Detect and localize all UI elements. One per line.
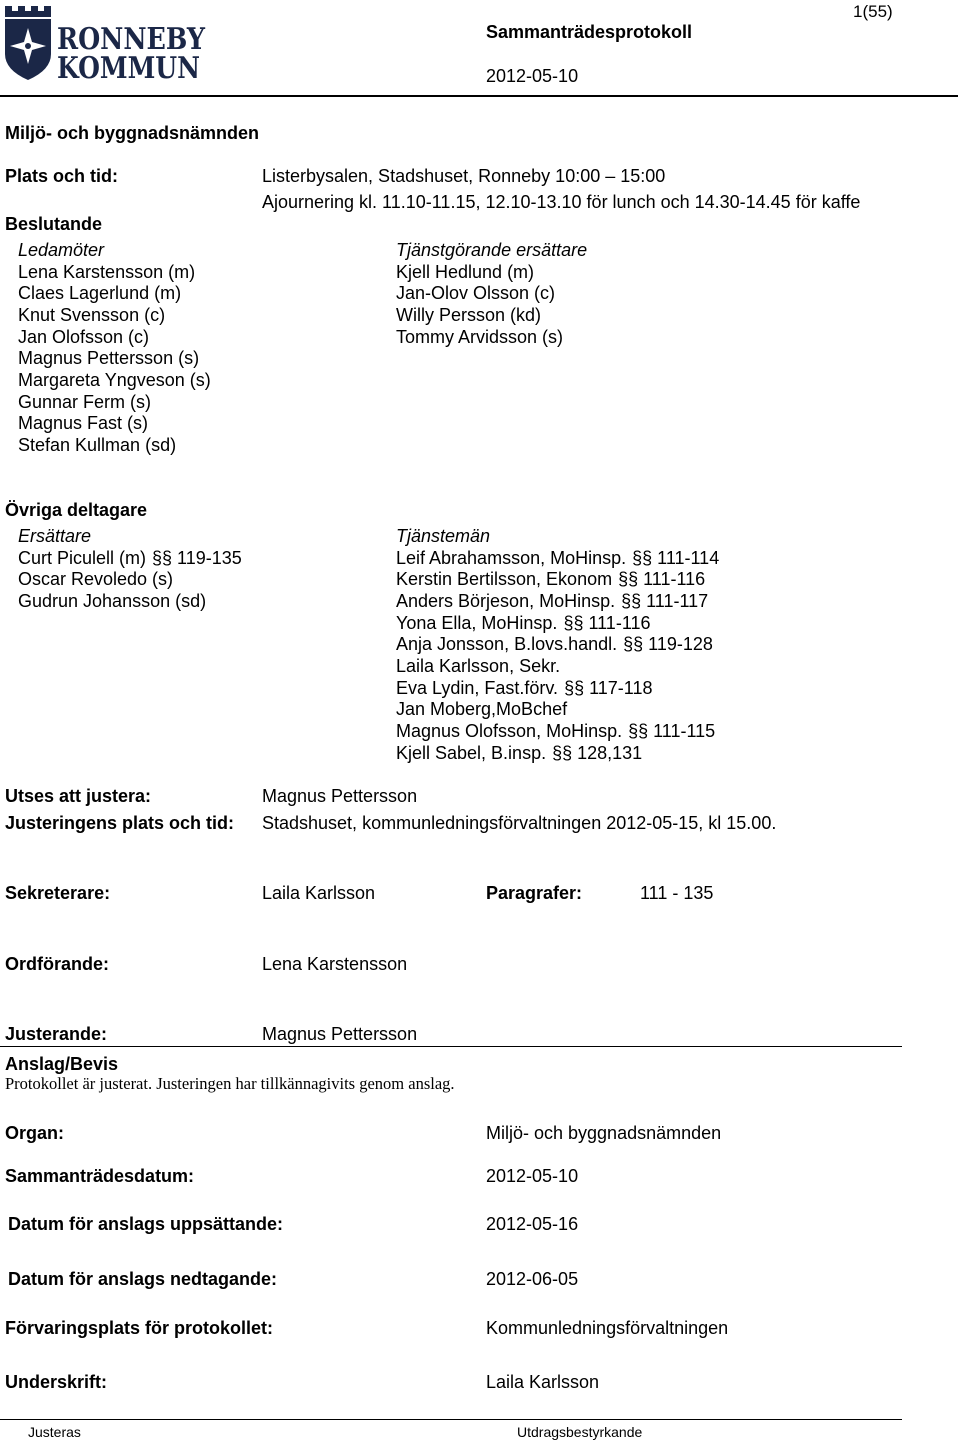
footer-initials-label: Justeras	[28, 1424, 81, 1440]
officials-heading: Tjänstemän	[396, 526, 491, 546]
appointed-adjuster-value: Magnus Pettersson	[262, 786, 418, 806]
document-type: Sammanträdesprotokoll	[486, 22, 693, 42]
ronneby-kommun-logo	[3, 4, 208, 86]
official-name: Kjell Sabel, B.insp.	[396, 742, 547, 763]
adjuster-value: Magnus Pettersson	[262, 1024, 418, 1044]
alternates-list	[18, 526, 242, 613]
logo-line2: KOMMUN	[57, 51, 200, 86]
officials-list	[396, 526, 719, 764]
notice-field-label: Organ:	[5, 1123, 65, 1143]
chair-value: Lena Karstensson	[262, 954, 408, 974]
notice-field-label: Underskrift:	[5, 1372, 108, 1392]
section-reference: §§ 128,131	[552, 742, 643, 763]
adjustment-place-time-label: Justeringens plats och tid:	[5, 813, 235, 833]
notice-statement: Protokollet är justerat. Justeringen har tillkännagivits genom anslag.	[5, 1074, 455, 1093]
list-item	[396, 591, 719, 613]
place-value: Listerbysalen, Stadshuset, Ronneby 10:00 – 15:00	[262, 166, 666, 186]
crest-icon	[5, 6, 51, 80]
members-heading: Ledamöter	[18, 240, 105, 260]
list-item	[396, 569, 719, 591]
notice-field-value: 2012-06-05	[486, 1269, 579, 1289]
notice-field-value: 2012-05-10	[486, 1166, 579, 1186]
secretary-value: Laila Karlsson	[262, 883, 376, 903]
list-item: Willy Persson (kd)	[396, 304, 542, 325]
participant-name: Oscar Revoledo (s)	[18, 569, 174, 590]
list-item: Claes Lagerlund (m)	[18, 283, 182, 304]
official-name: Leif Abrahamsson, MoHinsp.	[396, 547, 627, 568]
list-item	[396, 699, 719, 721]
notice-field-value: Miljö- och byggnadsnämnden	[486, 1123, 722, 1143]
substitutes-heading: Tjänstgörande ersättare	[396, 240, 588, 260]
official-name: Eva Lydin, Fast.förv.	[396, 677, 559, 698]
section-reference: §§ 119-135	[152, 547, 242, 568]
decision-makers-heading: Beslutande	[5, 214, 103, 234]
notice-heading: Anslag/Bevis	[5, 1054, 119, 1074]
section-reference: §§ 117-118	[564, 677, 653, 698]
official-name: Magnus Olofsson, MoHinsp.	[396, 720, 623, 741]
footer-rule	[0, 1419, 902, 1420]
list-item	[396, 613, 719, 635]
list-item: Magnus Fast (s)	[18, 413, 149, 434]
paragraphs-label: Paragrafer:	[486, 883, 583, 903]
adjustment-place-time-value: Stadshuset, kommunledningsförvaltningen 2012-05-15, kl 15.00.	[262, 813, 777, 833]
notice-field-label: Förvaringsplats för protokollet:	[5, 1318, 274, 1338]
list-item: Tommy Arvidsson (s)	[396, 326, 564, 347]
official-name: Yona Ella, MoHinsp.	[396, 612, 558, 633]
official-name: Kerstin Bertilsson, Ekonom	[396, 569, 613, 590]
secretary-label: Sekreterare:	[5, 883, 111, 903]
notice-field-value: Kommunledningsförvaltningen	[486, 1318, 729, 1338]
other-participants-heading: Övriga deltagare	[5, 500, 148, 520]
section-reference: §§ 111-115	[628, 720, 716, 741]
notice-field-value: 2012-05-16	[486, 1214, 579, 1234]
list-item	[396, 548, 719, 570]
section-reference: §§ 111-117	[621, 590, 709, 611]
chair-label: Ordförande:	[5, 954, 110, 974]
place-label: Plats och tid:	[5, 166, 119, 186]
committee-title: Miljö- och byggnadsnämnden	[5, 123, 260, 143]
official-name: Jan Moberg,MoBchef	[396, 699, 568, 720]
list-item	[18, 569, 242, 591]
section-divider	[0, 1046, 902, 1047]
list-item: Kjell Hedlund (m)	[396, 261, 535, 282]
logo-line1: RONNEBY	[57, 22, 206, 57]
list-item: Margareta Yngveson (s)	[18, 369, 211, 390]
list-item	[18, 548, 242, 570]
list-item	[396, 634, 719, 656]
section-reference: §§ 119-128	[623, 634, 713, 655]
official-name: Laila Karlsson, Sekr.	[396, 655, 561, 676]
list-item	[396, 743, 719, 765]
notice-field-value: Laila Karlsson	[486, 1372, 600, 1392]
section-reference: §§ 111-116	[618, 569, 706, 590]
list-item: Gunnar Ferm (s)	[18, 391, 152, 412]
list-item: Stefan Kullman (sd)	[18, 434, 177, 455]
page-number: 1(55)	[853, 2, 893, 21]
notice-field-label: Datum för anslags nedtagande:	[8, 1269, 278, 1289]
paragraphs-value: 111 - 135	[640, 883, 714, 903]
alternates-heading: Ersättare	[18, 526, 92, 546]
list-item	[396, 656, 719, 678]
list-item	[18, 591, 242, 613]
header-date: 2012-05-10	[486, 66, 579, 86]
substitutes-list	[396, 240, 587, 348]
list-item: Magnus Pettersson (s)	[18, 348, 200, 369]
list-item: Knut Svensson (c)	[18, 304, 166, 325]
list-item: Jan Olofsson (c)	[18, 326, 150, 347]
notice-field-label: Sammanträdesdatum:	[5, 1166, 195, 1186]
official-name: Anders Börjeson, MoHinsp.	[396, 590, 616, 611]
appointed-adjuster-label: Utses att justera:	[5, 786, 152, 806]
notice-field-label: Datum för anslags uppsättande:	[8, 1214, 284, 1234]
list-item: Lena Karstensson (m)	[18, 261, 196, 282]
participant-name: Curt Piculell (m)	[18, 547, 147, 568]
section-reference: §§ 111-116	[563, 612, 651, 633]
list-item	[396, 678, 719, 700]
official-name: Anja Jonsson, B.lovs.handl.	[396, 634, 618, 655]
footer-certification-label: Utdragsbestyrkande	[517, 1424, 643, 1440]
list-item	[396, 721, 719, 743]
adjournment-text: Ajournering kl. 11.10-11.15, 12.10-13.10 för lunch och 14.30-14.45 för kaffe	[262, 192, 861, 212]
section-reference: §§ 111-114	[632, 547, 720, 568]
list-item: Jan-Olov Olsson (c)	[396, 283, 556, 304]
participant-name: Gudrun Johansson (sd)	[18, 590, 207, 611]
adjuster-label: Justerande:	[5, 1024, 108, 1044]
members-list	[18, 240, 211, 457]
header-rule	[0, 95, 958, 97]
